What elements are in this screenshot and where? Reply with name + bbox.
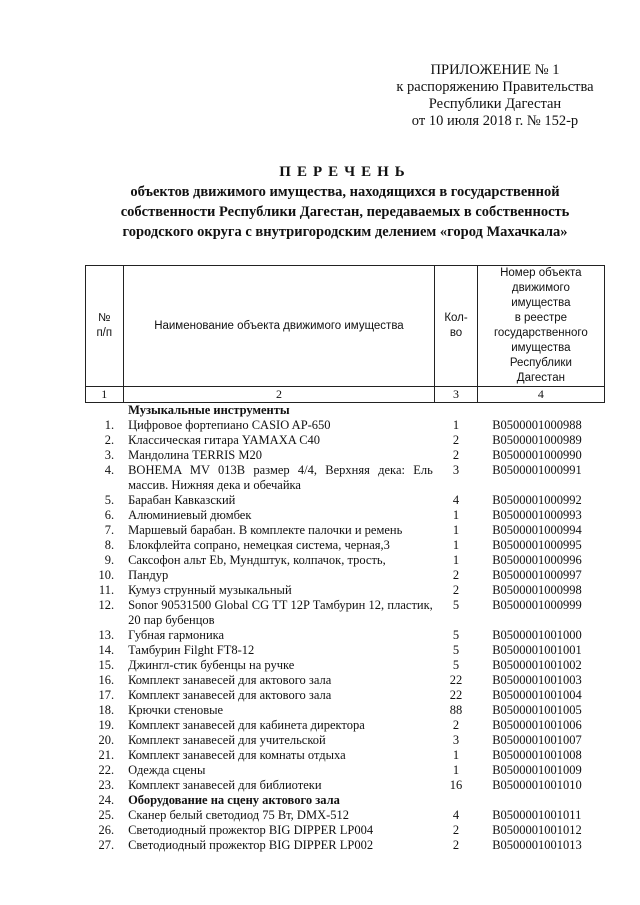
row-number: 25. <box>98 808 115 822</box>
registry-number: B0500001001006 <box>492 718 582 732</box>
item-name: Мандолина TERRIS M20 <box>128 448 262 462</box>
document-subtitle: объектов движимого имущества, находящихся в государственной <box>130 184 560 200</box>
table-row <box>86 748 605 763</box>
table-row <box>86 703 605 718</box>
registry-number: B0500001001001 <box>492 643 582 657</box>
table-row <box>86 598 605 628</box>
table-row <box>86 658 605 673</box>
header-text: № <box>98 312 111 324</box>
registry-number: B0500001001008 <box>492 748 582 762</box>
column-number-row <box>86 387 605 403</box>
document-subtitle: собственности Республики Дагестан, передаваемых в собственность <box>120 204 570 220</box>
column-number: 2 <box>123 387 435 403</box>
item-name: Барабан Кавказский <box>128 493 236 507</box>
row-number: 22. <box>98 763 115 777</box>
item-name: Комплект занавесей для библиотеки <box>128 778 322 792</box>
row-number: 20. <box>98 733 115 747</box>
table-row <box>86 463 605 493</box>
header-quantity <box>435 266 477 387</box>
header-text: в реестре <box>514 312 568 324</box>
header-text: Наименование объекта движимого имущества <box>154 319 404 332</box>
item-name: Одежда сцены <box>128 763 206 777</box>
header-text: имущества <box>511 297 571 309</box>
table-row <box>86 433 605 448</box>
document-subtitle: городского округа с внутригородским делением «город Махачкала» <box>122 224 568 240</box>
header-text: имущества <box>511 342 571 354</box>
appendix-line: к распоряжению Правительства <box>396 79 594 95</box>
column-number: 4 <box>477 387 604 403</box>
table-row <box>86 553 605 568</box>
row-number: 24. <box>98 793 115 807</box>
item-quantity: 2 <box>452 448 460 462</box>
header-text: во <box>449 327 463 339</box>
item-name: Тамбурин Filght FT8-12 <box>128 643 255 657</box>
item-name: Кумуз струнный музыкальный <box>128 583 292 597</box>
row-number: 16. <box>98 673 115 687</box>
table-row <box>86 823 605 838</box>
item-quantity: 16 <box>449 778 463 792</box>
table-row <box>86 808 605 823</box>
row-number: 12. <box>98 598 115 612</box>
row-number: 5. <box>104 493 115 507</box>
row-number: 7. <box>104 523 115 537</box>
appendix-line: Республики Дагестан <box>428 96 562 112</box>
appendix-block <box>380 62 610 130</box>
item-name: Губная гармоника <box>128 628 225 642</box>
header-number <box>86 266 124 387</box>
item-quantity: 3 <box>452 733 460 747</box>
row-number: 21. <box>98 748 115 762</box>
item-name: Sonor 90531500 Global CG TT 12P Тамбурин 12, пластик, 20 пар бубенцов <box>128 598 433 627</box>
header-text: Республики <box>509 357 572 369</box>
item-name: Маршевый барабан. В комплекте палочки и ремень <box>128 523 403 537</box>
row-number: 1. <box>104 418 115 432</box>
row-number: 26. <box>98 823 115 837</box>
item-name: Блокфлейта сопрано, немецкая система, черная,3 <box>128 538 390 552</box>
item-quantity: 3 <box>452 463 460 477</box>
table-row <box>86 673 605 688</box>
item-quantity: 2 <box>452 823 460 837</box>
item-quantity: 22 <box>449 688 463 702</box>
item-quantity: 2 <box>452 718 460 732</box>
item-quantity: 5 <box>452 628 460 642</box>
document-title: ПЕРЕЧЕНЬ <box>279 164 411 180</box>
item-name: Комплект занавесей для кабинета директора <box>128 718 365 732</box>
registry-number: B0500001000993 <box>492 508 582 522</box>
header-text: государственного <box>493 327 588 339</box>
row-number: 13. <box>98 628 115 642</box>
row-number: 18. <box>98 703 115 717</box>
registry-number: B0500001001004 <box>492 688 582 702</box>
registry-number: B0500001001012 <box>492 823 582 837</box>
column-number: 1 <box>86 387 124 403</box>
row-number: 19. <box>98 718 115 732</box>
appendix-title: ПРИЛОЖЕНИЕ № 1 <box>430 62 560 78</box>
row-number: 23. <box>98 778 115 792</box>
item-quantity: 4 <box>452 808 460 822</box>
table-row <box>86 718 605 733</box>
row-number: 4. <box>104 463 115 477</box>
table-row <box>86 538 605 553</box>
registry-number: B0500001000992 <box>492 493 582 507</box>
registry-number: B0500001001013 <box>492 838 582 852</box>
item-quantity: 22 <box>449 673 463 687</box>
registry-number: B0500001001007 <box>492 733 582 747</box>
registry-number: B0500001001011 <box>492 808 582 822</box>
item-name: Комплект занавесей для актового зала <box>128 688 332 702</box>
item-quantity: 2 <box>452 568 460 582</box>
item-name: Светодиодный прожектор BIG DIPPER LP004 <box>128 823 374 837</box>
registry-number: B0500001000997 <box>492 568 582 582</box>
registry-number: B0500001001000 <box>492 628 582 642</box>
registry-number: B0500001000991 <box>492 463 582 477</box>
registry-number: B0500001000988 <box>492 418 582 432</box>
item-quantity: 5 <box>452 658 460 672</box>
item-name: Джингл-стик бубенцы на ручке <box>128 658 295 672</box>
table-header-row <box>86 266 605 387</box>
header-text: Дагестан <box>516 372 565 384</box>
registry-number: B0500001000995 <box>492 538 582 552</box>
registry-number: B0500001000989 <box>492 433 582 447</box>
table-row <box>86 838 605 853</box>
registry-number: B0500001001002 <box>492 658 582 672</box>
item-quantity: 4 <box>452 493 460 507</box>
item-name: Классическая гитара YAMAXA C40 <box>128 433 321 447</box>
table-row <box>86 523 605 538</box>
registry-number: B0500001000990 <box>492 448 582 462</box>
item-name: BOHEMA MV 013B размер 4/4, Верхняя дека: Ель массив. Нижняя дека и обечайка <box>128 463 433 492</box>
item-name: Пандур <box>128 568 169 582</box>
row-number: 9. <box>104 553 115 567</box>
item-quantity: 1 <box>452 418 460 432</box>
registry-number: B0500001001010 <box>492 778 582 792</box>
section-title: Музыкальные инструменты <box>128 403 290 417</box>
table-row <box>86 418 605 433</box>
row-number: 3. <box>104 448 115 462</box>
item-quantity: 1 <box>452 523 460 537</box>
item-name: Алюминиевый дюмбек <box>128 508 252 522</box>
section-row <box>86 403 605 419</box>
item-name: Комплект занавесей для учительской <box>128 733 326 747</box>
item-quantity: 1 <box>452 763 460 777</box>
registry-number: B0500001001009 <box>492 763 582 777</box>
registry-number: B0500001000998 <box>492 583 582 597</box>
table-row <box>86 568 605 583</box>
table-row <box>86 508 605 523</box>
item-name: Комплект занавесей для актового зала <box>128 673 332 687</box>
item-name: Крючки стеновые <box>128 703 224 717</box>
registry-number: B0500001001003 <box>492 673 582 687</box>
table-row <box>86 628 605 643</box>
table-row <box>86 778 605 793</box>
row-number: 14. <box>98 643 115 657</box>
row-number: 11. <box>98 583 115 597</box>
table-row <box>86 643 605 658</box>
item-quantity: 5 <box>452 643 460 657</box>
row-number: 17. <box>98 688 115 702</box>
document-heading <box>60 162 630 242</box>
row-number: 8. <box>104 538 115 552</box>
registry-number: B0500001000996 <box>492 553 582 567</box>
header-text: п/п <box>96 327 113 339</box>
item-name: Светодиодный прожектор BIG DIPPER LP002 <box>128 838 374 852</box>
column-number: 3 <box>435 387 477 403</box>
row-number: 10. <box>98 568 115 582</box>
registry-number: B0500001001005 <box>492 703 582 717</box>
header-name <box>123 266 435 387</box>
table-row <box>86 583 605 598</box>
row-number: 15. <box>98 658 115 672</box>
table-row <box>86 733 605 748</box>
item-name: Цифровое фортепиано CASIO AP-650 <box>128 418 331 432</box>
item-quantity: 88 <box>449 703 463 717</box>
table-row <box>86 763 605 778</box>
item-name: Саксофон альт Eb, Мундштук, колпачок, трость, <box>128 553 386 567</box>
header-text: Номер объекта <box>500 267 582 279</box>
header-text: движимого <box>511 282 570 294</box>
table-row <box>86 448 605 463</box>
row-number: 2. <box>104 433 115 447</box>
item-name: Комплект занавесей для комнаты отдыха <box>128 748 346 762</box>
item-name: Сканер белый светодиод 75 Вт, DMX-512 <box>128 808 350 822</box>
item-quantity: 2 <box>452 583 460 597</box>
header-text: Кол- <box>444 312 468 324</box>
item-quantity: 1 <box>452 508 460 522</box>
table-row <box>86 493 605 508</box>
section-row <box>86 793 605 808</box>
appendix-date: от 10 июля 2018 г. № 152-р <box>411 113 579 129</box>
item-quantity: 1 <box>452 553 460 567</box>
item-quantity: 2 <box>452 433 460 447</box>
row-number: 6. <box>104 508 115 522</box>
property-table <box>85 265 605 853</box>
registry-number: B0500001000994 <box>492 523 582 537</box>
item-quantity: 1 <box>452 538 460 552</box>
item-quantity: 1 <box>452 748 460 762</box>
header-registry-number <box>477 266 604 387</box>
table-row <box>86 688 605 703</box>
section-title: Оборудование на сцену актового зала <box>128 793 340 807</box>
item-quantity: 2 <box>452 838 460 852</box>
row-number: 27. <box>98 838 115 852</box>
registry-number: B0500001000999 <box>492 598 582 612</box>
item-quantity: 5 <box>452 598 460 612</box>
